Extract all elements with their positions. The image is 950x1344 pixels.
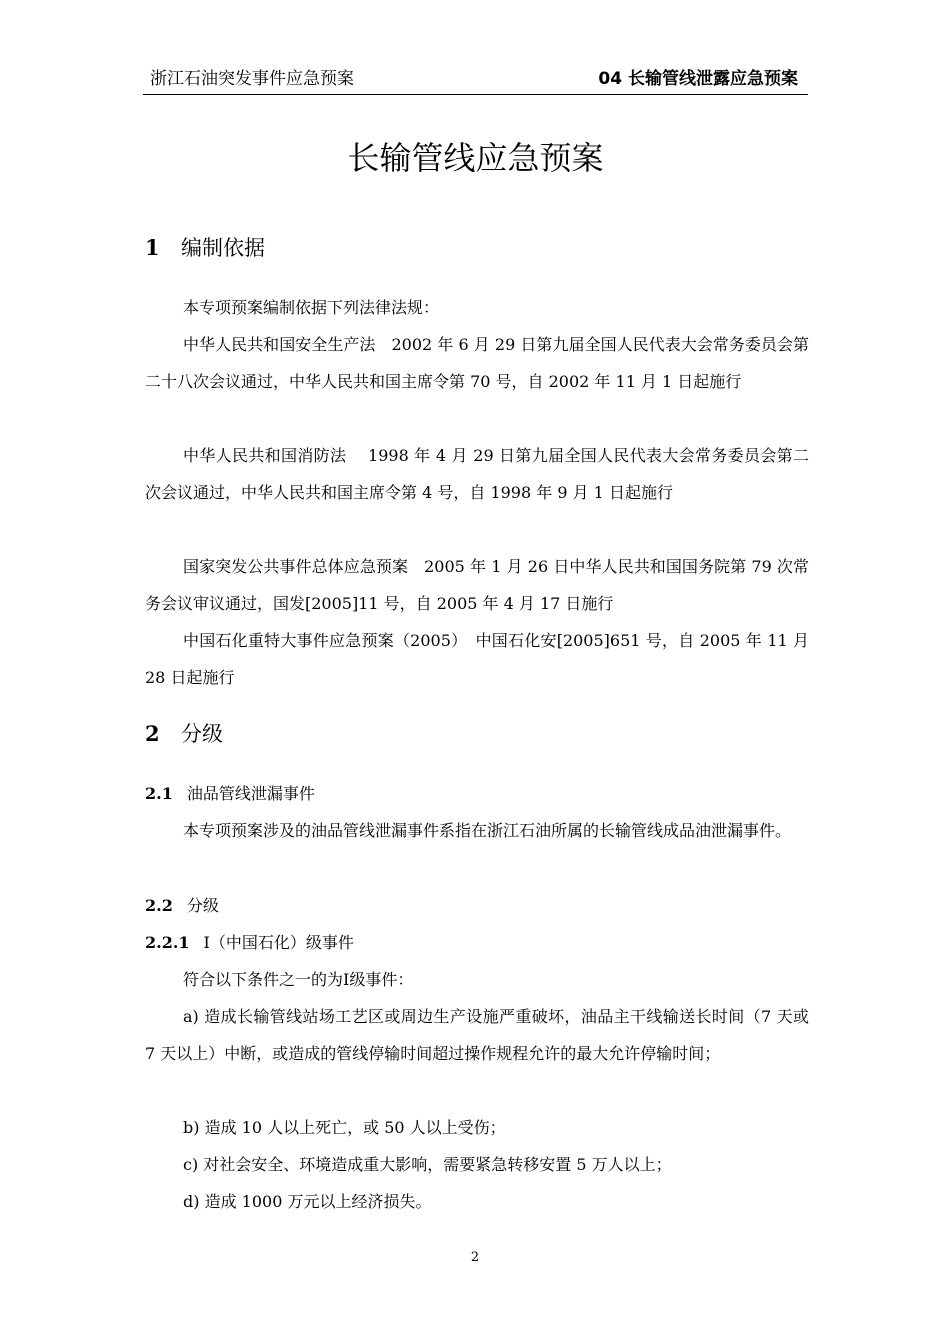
level-1-intro: 符合以下条件之一的为Ⅰ级事件：	[183, 970, 414, 989]
section-2-1-paragraph: 本专项预案涉及的油品管线泄漏事件系指在浙江石油所属的长输管线成品油泄漏事件。	[183, 821, 792, 840]
law-fire-protection: 中华人民共和国消防法 1998 年 4 月 29 日第九届全国人民代表大会常务委员会第二次会议通过，中华人民共和国主席令第 4 号，自 1998 年 9 月 1 日起施行	[145, 446, 809, 502]
header-document-title: 浙江石油突发事件应急预案	[150, 69, 354, 89]
level-1-condition-b: b) 造成 10 人以上死亡，或 50 人以上受伤；	[183, 1118, 506, 1137]
page-header	[143, 68, 808, 95]
section-2-1-title: 油品管线泄漏事件	[186, 784, 315, 803]
level-1-condition-a: a) 造成长输管线站场工艺区或周边生产设施严重破坏，油品主干线输送长时间（7 天或 7 天以上）中断，或造成的管线停输时间超过操作规程允许的最大允许停输时间；	[145, 1007, 809, 1063]
section-1-title: 编制依据	[181, 236, 265, 260]
law-national-emergency-plan: 国家突发公共事件总体应急预案 2005 年 1 月 26 日中华人民共和国国务院第 79 次常务会议审议通过，国发[2005]11 号，自 2005 年 4 月 17 日施行	[145, 557, 809, 613]
level-1-condition-d: d) 造成 1000 万元以上经济损失。	[183, 1192, 432, 1211]
section-1-number: 1	[145, 235, 160, 260]
section-1-heading	[145, 234, 265, 262]
section-2-number: 2	[145, 721, 160, 746]
section-2-2-number: 2.2	[145, 896, 173, 915]
law-safety-production: 中华人民共和国安全生产法 2002 年 6 月 29 日第九届全国人民代表大会常务委员会第二十八次会议通过，中华人民共和国主席令第 70 号，自 2002 年 11 月 1 日起施行	[145, 335, 809, 391]
level-1-condition-c: c) 对社会安全、环境造成重大影响，需要紧急转移安置 5 万人以上；	[183, 1155, 672, 1174]
section-2-title: 分级	[181, 722, 223, 746]
law-sinopec-emergency-plan: 中国石化重特大事件应急预案（2005） 中国石化安[2005]651 号，自 2005 年 11 月 28 日起施行	[145, 631, 809, 687]
section-2-2-heading	[145, 894, 219, 918]
page-title: 长输管线应急预案	[347, 139, 604, 177]
section-2-heading	[145, 720, 223, 748]
section-1-intro: 本专项预案编制依据下列法律法规：	[183, 298, 440, 317]
section-2-2-1-heading	[145, 931, 354, 955]
section-2-2-title: 分级	[186, 896, 219, 915]
section-2-2-1-number: 2.2.1	[145, 933, 190, 952]
section-2-2-1-title: Ⅰ（中国石化）级事件	[203, 933, 354, 952]
page-number: 2	[470, 1250, 480, 1265]
header-section-title: 04 长输管线泄露应急预案	[598, 69, 798, 89]
section-2-1-heading	[145, 782, 315, 806]
section-2-1-number: 2.1	[145, 784, 173, 803]
